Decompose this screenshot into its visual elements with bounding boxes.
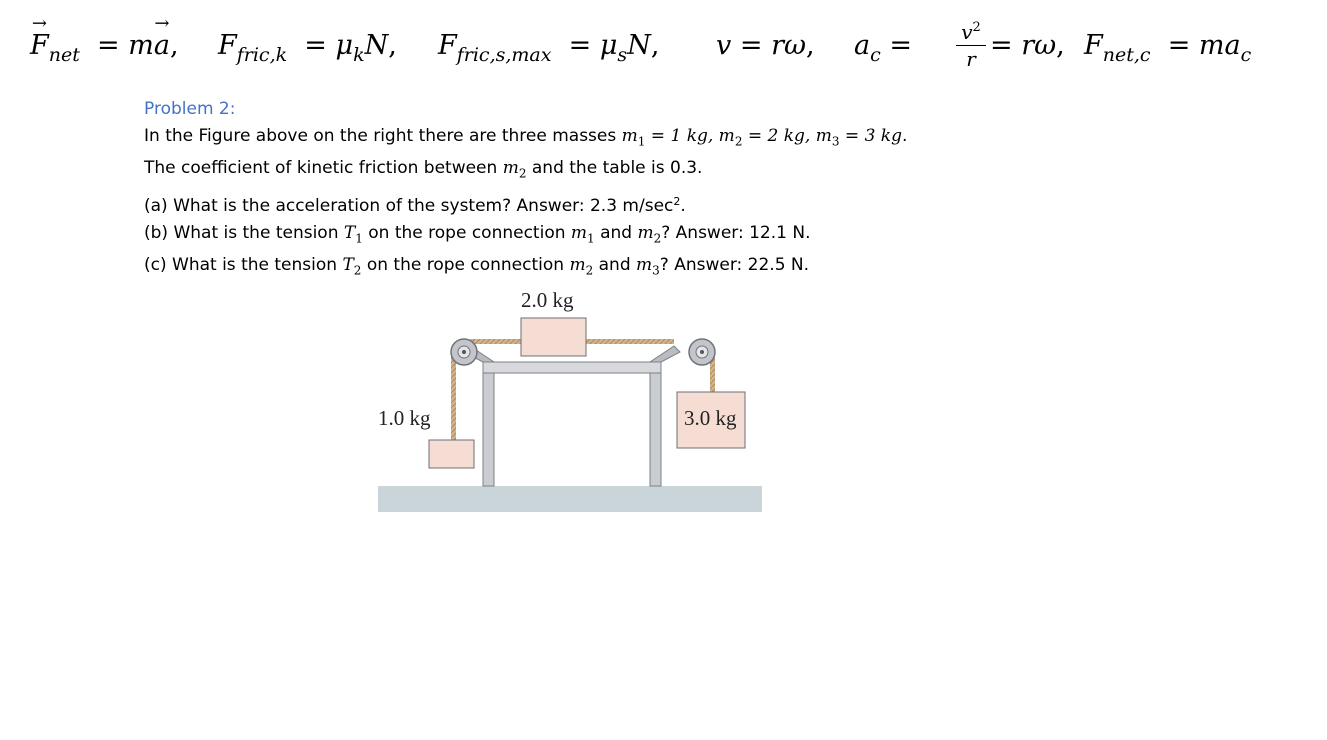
rope-left <box>451 352 456 442</box>
block-1kg <box>429 440 474 468</box>
pulley-right <box>689 339 715 365</box>
question-b: (b) What is the tension $T_1$ on the rope connection $m_1$ and $m_2$? Answer: 12.1 N. <box>144 222 811 246</box>
table-top <box>483 362 661 373</box>
formula-kinetic-friction: $F_{fric,k} = \mu_kN$, <box>218 30 397 66</box>
formula-net-centripetal: $F_{net,c} = ma_c$ <box>1084 30 1252 66</box>
question-c: (c) What is the tension $T_2$ on the rope connection $m_2$ and $m_3$? Answer: 22.5 N. <box>144 255 810 278</box>
table-leg-left <box>483 368 494 486</box>
pulley-bracket-right <box>650 346 680 362</box>
label-2kg: 2.0 kg <box>521 288 574 312</box>
label-1kg: 1.0 kg <box>378 406 431 430</box>
floor <box>378 486 762 512</box>
formula-header <box>28 16 1308 76</box>
pulley-figure <box>372 282 772 522</box>
problem-block <box>144 96 1244 285</box>
label-3kg: 3.0 kg <box>684 406 737 430</box>
table-leg-right <box>650 368 661 486</box>
formula-centripetal: $a_c$ = <box>854 30 912 66</box>
formula-centripetal-rhs: = rω, <box>990 30 1065 61</box>
formula-net-force: → $F_{net} = m\to a$, <box>30 30 179 66</box>
problem-intro: In the Figure above on the right there are three masses $m_1 = 1$ kg, $m_2 = 2$ kg, $m_3 = 3$ kg. <box>144 126 908 149</box>
pulley-diagram <box>372 282 772 522</box>
formula-fraction: $\frac{v^2}{r}$ <box>956 16 986 71</box>
block-2kg <box>521 318 586 356</box>
pulley-left <box>451 339 477 365</box>
problem-heading: Problem 2: <box>144 99 236 119</box>
formula-static-friction: $F_{fric,s,max} = \mu_sN$, <box>438 30 660 66</box>
formula-velocity: v = rω, <box>716 30 815 61</box>
question-a: (a) What is the acceleration of the system? Answer: 2.3 $m/\sec^2$. <box>144 194 686 216</box>
problem-friction: The coefficient of kinetic friction between $m_2$ and the table is 0.3. <box>144 158 703 181</box>
